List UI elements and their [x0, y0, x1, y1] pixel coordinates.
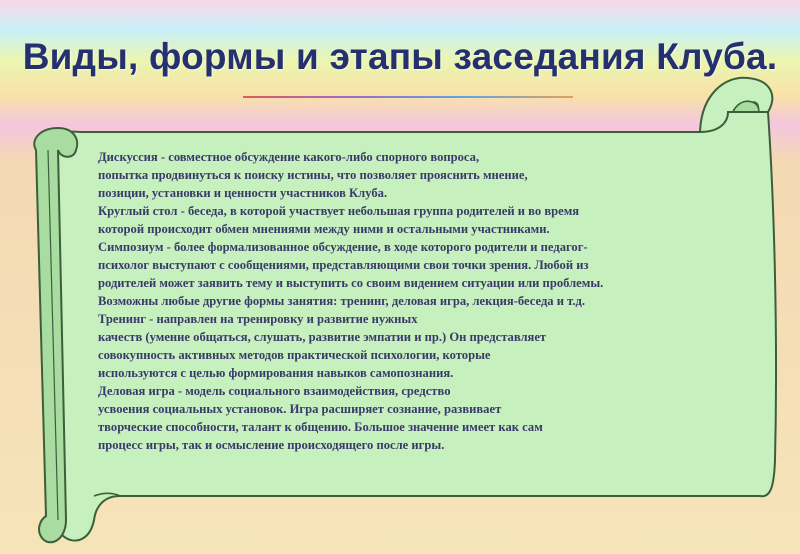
list-item-line: усвоения социальных установок. Игра расширяет сознание, развивает — [98, 402, 502, 416]
content-list — [74, 148, 774, 454]
list-item-line: попытка продвинуться к поиску истины, что позволяет прояснить мнение, — [98, 168, 528, 182]
list-item — [74, 202, 774, 238]
list-item-line: используются с целью формирования навыков самопознания. — [98, 366, 454, 380]
list-item-line: Дискуссия - совместное обсуждение какого-либо спорного вопроса, — [98, 150, 480, 164]
list-item-line: психолог выступают с сообщениями, представляющими свои точки зрения. Любой из — [98, 258, 589, 272]
list-item-line: Круглый стол - беседа, в которой участвует небольшая группа родителей и во время — [98, 204, 580, 218]
list-item-line: процесс игры, так и осмысление происходящего после игры. — [98, 438, 445, 452]
list-item-line: Возможны любые другие формы занятия: тренинг, деловая игра, лекция-беседа и т.д. — [98, 294, 586, 308]
list-item — [74, 310, 774, 382]
list-item-line: родителей может заявить тему и выступить со своим видением ситуации или проблемы. — [98, 276, 604, 290]
list-item — [74, 292, 774, 310]
list-item — [74, 148, 774, 202]
list-item-line: качеств (умение общаться, слушать, развитие эмпатии и пр.) Он представляет — [98, 330, 547, 344]
list-item-line: совокупность активных методов практической психологии, которые — [98, 348, 491, 362]
list-item-line: которой происходит обмен мнениями между ними и остальными участниками. — [98, 222, 550, 236]
list-item — [74, 238, 774, 292]
list-item-line: Симпозиум - более формализованное обсуждение, в ходе которого родители и педагог- — [98, 240, 588, 254]
list-item-line: творческие способности, талант к общению. Большое значение имеет как сам — [98, 420, 543, 434]
list-item-line: Тренинг - направлен на тренировку и развитие нужных — [98, 312, 418, 326]
list-item — [74, 382, 774, 454]
list-item-line: позиции, установки и ценности участников Клуба. — [98, 186, 388, 200]
list-item-line: Деловая игра - модель социального взаимодействия, средство — [98, 384, 451, 398]
slide-title: Виды, формы и этапы заседания Клуба. — [22, 36, 778, 77]
